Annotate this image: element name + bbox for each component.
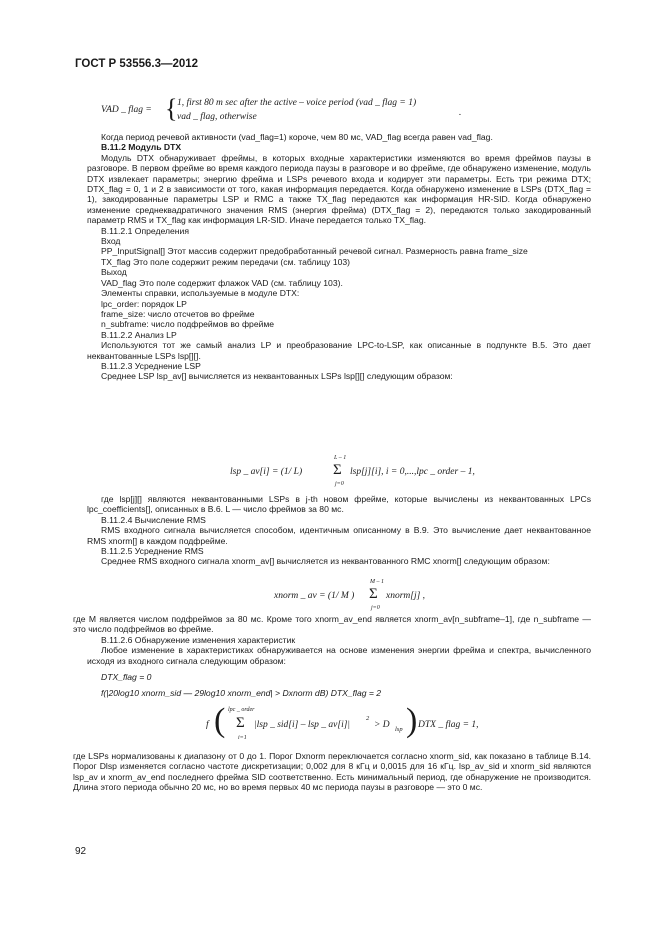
page-header: ГОСТ Р 53556.3—2012 <box>75 58 199 70</box>
spectral-formula-exponent: 2 <box>366 715 370 722</box>
definition-pp-input: PP_InputSignal[] Этот массив содержит предобработанный речевой сигнал. Размерность равна frame_size <box>101 246 528 257</box>
paragraph-rms-calc: RMS входного сигнала вычисляется способом, идентичным описанному в B.9. Это вычисление дает неквантованное RMS xnorm[] в каждом подфрейме. <box>87 525 591 546</box>
text-block-middle <box>87 494 591 567</box>
vad-formula-lhs: VAD _ flag = <box>101 105 152 115</box>
label-input: Вход <box>101 236 121 247</box>
lsp-sum-upper: L – 1 <box>334 455 347 461</box>
spectral-sum-lower: i=1 <box>238 735 247 741</box>
paragraph-reference-elements: Элементы справки, используемые в модуле DTX: <box>101 288 300 299</box>
lsp-formula-lhs: lsp _ av[i] = (1/ L) <box>230 467 303 477</box>
definition-lpc-order: lpc_order: порядок LP <box>101 298 187 309</box>
definition-frame-size: frame_size: число отсчетов во фрейме <box>101 308 255 319</box>
vad-formula-end: . <box>459 108 462 118</box>
label-output: Выход <box>101 267 127 278</box>
vad-formula-case2: vad _ flag, otherwise <box>177 112 257 122</box>
paragraph-thresholds: где LSPs нормализованы к диапазону от 0 до 1. Порог Dxnorm переключается согласно xnorm_sid, как показано в таблице B.14. Порог Dlsp изменяется согласно частоте дискретизации; 0,002 для 8 кГц и 0,0015 для 16 кГц. lsp_av_sid и xnorm_sid являются lsp_av и xnorm_av_end последнего фрейма SID соответственно. Есть минимальный период, где обнаружение не производится. Длина этого периода обычно 20 мс, но во время первых 40 мс периода паузы в разговоре — это 0 мс. <box>73 751 591 793</box>
spectral-formula-gt: > D <box>374 720 390 730</box>
paragraph-lp-analysis: Используются тот же самый анализ LP и преобразование LPC-to-LSP, как описанные в подпункте B.5. Это дает неквантованные LSPs lsp[][]. <box>87 340 591 361</box>
formula-dtx-flag-zero: DTX_flag = 0 <box>101 672 152 683</box>
text-block-change-detection <box>73 614 591 699</box>
paragraph-xnorm-where: где M является числом подфреймов за 80 мс. Кроме того xnorm_av_end является xnorm_av[n_subframe–1], где n_subframe — это число подфреймов во фрейме. <box>73 614 591 635</box>
xnorm-average-formula <box>274 580 434 614</box>
spectral-formula-rhs: DTX _ flag = 1, <box>418 720 479 730</box>
lsp-sum-lower: j=0 <box>335 481 344 487</box>
spectral-formula-close-paren: ) <box>406 702 418 739</box>
subsection-heading-lp-analysis: B.11.2.2 Анализ LP <box>101 329 177 340</box>
paragraph-lsp-where: где lsp[j][] являются неквантованными LSPs в j-th новом фрейме, которые вычислены из неквантованных LPCs lpc_coefficients[], описанных в B.6. L — число фреймов за 80 мс. <box>87 494 591 515</box>
spectral-formula-body: |lsp _ sid[i] – lsp _ av[i]| <box>254 720 351 730</box>
subsection-heading-rms-averaging: B.11.2.5 Усреднение RMS <box>101 546 204 557</box>
xnorm-sum-sign: Σ <box>369 586 378 602</box>
subsection-heading-definitions: B.11.2.1 Определения <box>101 225 189 236</box>
paragraph-change-detection: Любое изменение в характеристиках обнаруживается на основе изменения энергии фрейма и спектра, вычисленного исходя из входного сигнала следующим образом: <box>87 645 591 666</box>
spectral-sum-sign: Σ <box>236 715 245 731</box>
spectral-sum-upper: lpc _ order <box>228 707 255 713</box>
subsection-heading-change-detection: B.11.2.6 Обнаружение изменения характеристик <box>101 634 296 645</box>
subsection-heading-lsp-averaging: B.11.2.3 Усреднение LSP <box>101 360 201 371</box>
xnorm-formula-lhs: xnorm _ av = (1/ M ) <box>274 591 355 601</box>
page-number: 92 <box>75 846 87 857</box>
lsp-formula-rhs: lsp[j][i], i = 0,...,lpc _ order – 1, <box>350 467 475 477</box>
definition-n-subframe: n_subframe: число подфреймов во фрейме <box>101 319 275 330</box>
text-block-bottom <box>73 751 591 793</box>
lsp-average-formula <box>230 456 490 490</box>
paragraph-lsp-averaging: Среднее LSP lsp_av[] вычисляется из неквантованных LSPs lsp[][] следующим образом: <box>101 371 453 382</box>
spectral-formula-f: f <box>206 720 209 730</box>
vad-formula-case1: 1, first 80 m sec after the active – voice period (vad _ flag = 1) <box>177 98 417 108</box>
paragraph-vad-note: Когда период речевой активности (vad_flag=1) короче, чем 80 мс, VAD_flag всегда равен vad_flag. <box>101 132 493 142</box>
xnorm-formula-rhs: xnorm[j] , <box>386 591 426 601</box>
spectral-formula-threshold-sub: lsp <box>395 726 403 733</box>
spectral-formula-open-paren: ( <box>214 702 226 739</box>
formula-energy-change: f(|20log10 xnorm_sid — 29log10 xnorm_end| > Dxnorm dB) DTX_flag = 2 <box>101 688 382 699</box>
xnorm-sum-lower: j=0 <box>371 605 380 611</box>
lsp-sum-sign: Σ <box>333 462 342 478</box>
subsection-heading-rms-calc: B.11.2.4 Вычисление RMS <box>101 514 206 525</box>
paragraph-dtx-description: Модуль DTX обнаруживает фреймы, в которых входные характеристики изменяются во время фреймов паузы в разговоре. В первом фрейме во время каждого периода паузы в разговоре и во фрейме, где обнаружено изменение, модуль DTX извлекает параметры; энергию фрейма и LSPs речевого входа и кодирует эти параметры. Есть три режима DTX; DTX_flag = 0, 1 и 2 в зависимости от того, какая информация передается. Когда обнаружено изменение в LSPs (DTX_flag = 1), закодированные параметры LSP и RMC а также TX_flag передаются как информация HR-SID. Когда обнаружено изменение среднеквадратичного значения RMS (энергия фрейма) (DTX_flag = 2), передаются только закодированный параметр RMS и TX_flag как информация LR-SID. Иначе передается только TX_flag. <box>87 152 591 226</box>
text-block-top <box>87 132 591 382</box>
paragraph-rms-averaging: Среднее RMS входного сигнала xnorm_av[] вычисляется из неквантованного RMC xnorm[] следующим образом: <box>101 556 550 567</box>
spectral-change-formula <box>206 704 526 748</box>
vad-formula-brace: { <box>165 94 178 123</box>
definition-tx-flag: TX_flag Это поле содержит режим передачи (см. таблицу 103) <box>101 256 351 267</box>
xnorm-sum-upper: M – 1 <box>370 579 384 585</box>
definition-vad-flag: VAD_flag Это поле содержит флажок VAD (см. таблицу 103). <box>101 277 343 288</box>
section-heading-dtx: B.11.2 Модуль DTX <box>101 142 182 153</box>
vad-flag-formula <box>101 94 481 123</box>
